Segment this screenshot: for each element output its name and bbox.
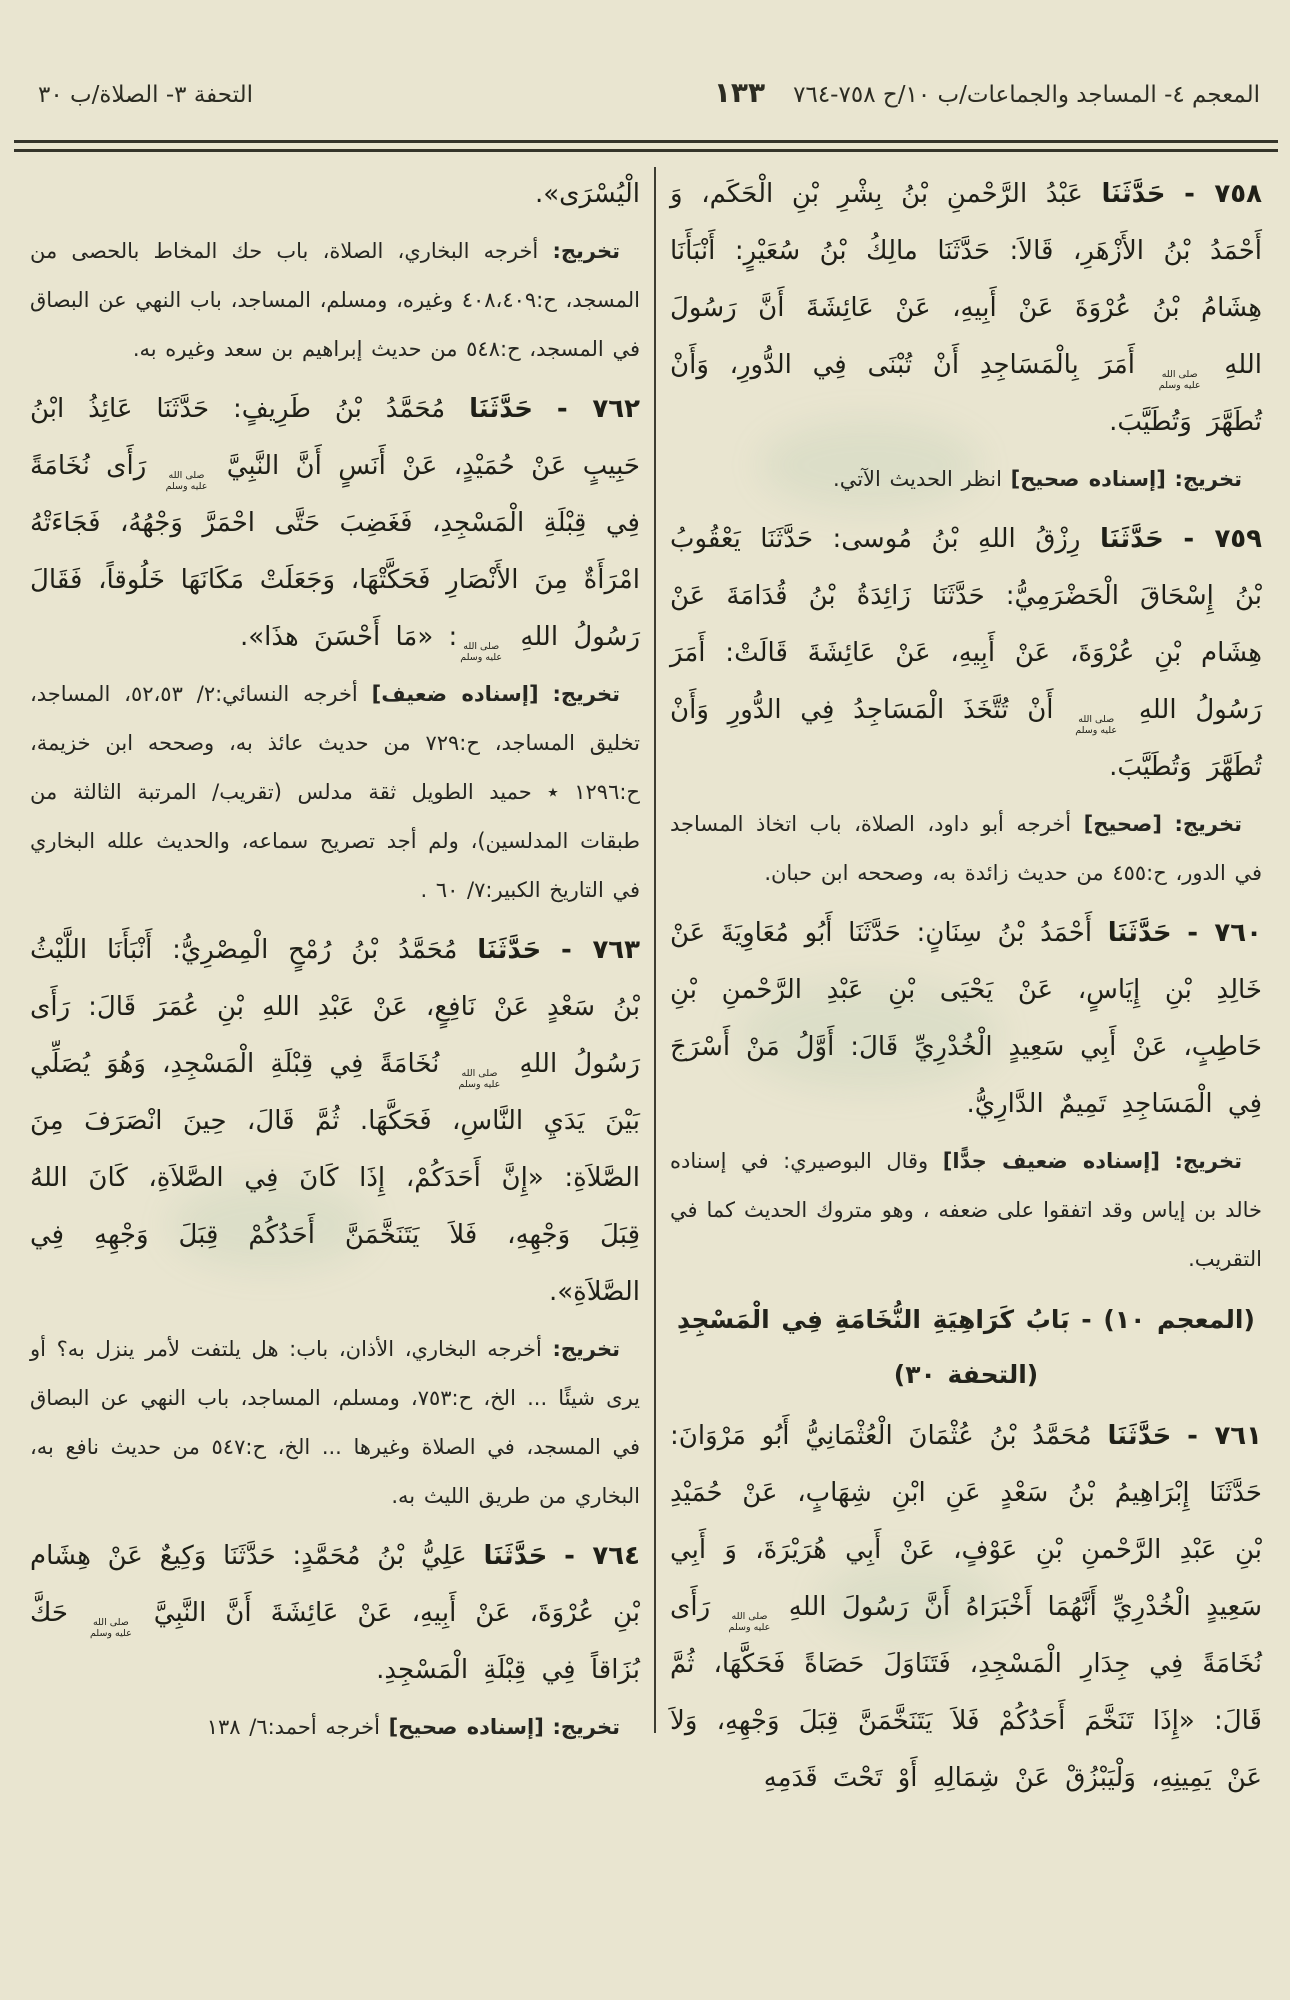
takhrij-761 xyxy=(30,227,640,374)
takhrij-text: أخرجه أحمد:٦/ ١٣٨ xyxy=(206,1715,380,1739)
hadith-762 xyxy=(30,381,640,666)
hadith-number: ٧٦١ - xyxy=(1187,1421,1263,1451)
hadith-opener: حَدَّثَنَا xyxy=(1101,179,1166,209)
header-right-title: المعجم ٤- المساجد والجماعات/ب ١٠/ح ٧٥٨-٧٦٤ xyxy=(793,82,1260,108)
hadith-760 xyxy=(670,905,1262,1133)
hadith-764 xyxy=(30,1528,640,1699)
takhrij-label: تخريج: xyxy=(1174,1149,1243,1173)
hadith-text: عَلِيُّ بْنُ مُحَمَّدٍ: حَدَّثَنَا وَكِيعٌ عَنْ هِشَام بْنِ عُرْوَةَ، عَنْ أَبِيهِ، عَنْ عَائِشَةَ أَنَّ النَّبِيَّ صلى الله عليه وسلم حَكَّ بُزَاقاً فِي قِبْلَةِ الْمَسْجِدِ. xyxy=(30,1541,641,1685)
hadith-763 xyxy=(30,922,640,1321)
takhrij-text: وقال البوصيري: في إسناده خالد بن إياس وقد اتفقوا على ضعفه ، وهو متروك الحديث كما في التقريب. xyxy=(670,1149,1262,1271)
header-left-title: التحفة ٣- الصلاة/ب ٣٠ xyxy=(38,82,253,108)
page-number: ١٣٣ xyxy=(713,76,766,109)
takhrij-label: تخريج: xyxy=(552,1337,620,1361)
hadith-number: ٧٥٩ - xyxy=(1183,524,1263,554)
takhrij-text: أخرجه أبو داود، الصلاة، باب اتخاذ المساجد في الدور، ح:٤٥٥ من حديث زائدة به، وصححه ابن حبان. xyxy=(670,812,1262,885)
hadith-number: ٧٦٠ - xyxy=(1187,918,1263,948)
takhrij-760 xyxy=(670,1137,1262,1284)
takhrij-grade: [إسناده صحيح] xyxy=(388,1715,544,1739)
takhrij-text: أخرجه البخاري، الأذان، باب: هل يلتفت لأمر ينزل به؟ أو يرى شيئًا ... الخ، ح:٧٥٣، ومسلم، المساجد، باب النهي عن البصاق في المسجد، في الصلاة وغيرها ... الخ، ح:٥٤٧ من حديث نافع به، البخاري من طريق الليث به. xyxy=(30,1337,641,1508)
salawat-mark: صلى الله عليه وسلم xyxy=(728,1611,771,1633)
hadith-text: مُحَمَّدُ بْنُ طَرِيفٍ: حَدَّثَنَا عَائِذُ ابْنُ حَبِيبٍ عَنْ حُمَيْدٍ، عَنْ أَنَسٍ أَنَّ النَّبِيَّ صلى الله عليه وسلم رَأَى نُخَامَةً فِي قِبْلَةِ الْمَسْجِدِ، فَغَضِبَ حَتَّى احْمَرَّ وَجْهُهُ، فَجَاءَتْهُ امْرَأَةٌ مِنَ الأَنْصَارِ فَحَكَّتْهَا، وَجَعَلَتْ مَكَانَهَا خَلُوقاً، فَقَالَ رَسُولُ اللهِ صلى الله عليه وسلم : «مَا أَحْسَنَ هذَا». xyxy=(30,394,640,663)
hadith-text: رِزْقُ اللهِ بْنُ مُوسى: حَدَّثَنَا يَعْقُوبُ بْنُ إِسْحَاقَ الْحَضْرَمِيُّ: حَدَّثَنَا زَائِدَةُ بْنُ قُدَامَةَ عَنْ هِشَام بْنِ عُرْوَةَ، عَنْ أَبِيهِ، عَنْ عَائِشَةَ قَالَتْ: أَمَرَ رَسُولُ اللهِ صلى الله عليه وسلم أَنْ تُتَّخَذَ الْمَسَاجِدُ فِي الدُّورِ وَأَنْ تُطَهَّرَ وَتُطَيَّبَ. xyxy=(670,524,1262,782)
takhrij-759 xyxy=(670,800,1262,898)
hadith-opener: حَدَّثَنَا xyxy=(483,1541,548,1571)
hadith-opener: حَدَّثَنَا xyxy=(1099,524,1164,554)
column-right xyxy=(670,166,1262,1811)
takhrij-grade: [إسناده ضعيف جدًّا] xyxy=(942,1149,1160,1173)
takhrij-label: تخريج: xyxy=(1174,467,1242,491)
hadith-text: مُحَمَّدُ بْنُ عُثْمَانَ الْعُثْمَانِيُّ أَبُو مَرْوَانَ: حَدَّثَنَا إِبْرَاهِيمُ بْنُ سَعْدٍ عَنِ ابْنِ شِهَابٍ، عَنْ حُمَيْدِ بْنِ عَبْدِ الرَّحْمنِ بْنِ عَوْفٍ، عَنْ أَبِي هُرَيْرَةَ، وَ أَبِي سَعِيدٍ الْخُدْرِيِّ أَنَّهُمَا أَخْبَرَاهُ أَنَّ رَسُولَ اللهِ صلى الله عليه وسلم رَأَى نُخَامَةً فِي جِدَارِ الْمَسْجِدِ، فَتَنَاوَلَ حَصَاةً فَحَكَّهَا، ثُمَّ قَالَ: «إِذَا تَنَخَّمَ أَحَدُكُمْ فَلاَ يَتَنَخَّمَنَّ قِبَلَ وَجْهِهِ، وَلاَ عَنْ يَمِينِهِ، وَلْيَبْزُقْ عَنْ شِمَالِهِ أَوْ تَحْتَ قَدَمِهِ xyxy=(670,1421,1262,1793)
takhrij-763 xyxy=(30,1325,640,1521)
takhrij-text: أخرجه النسائي:٢/ ٥٢،٥٣، المساجد، تخليق المساجد، ح:٧٢٩ من حديث عائذ به، وصححه ابن خزيمة، ح:١٢٩٦ ٭ حميد الطويل ثقة مدلس (تقريب/ المرتبة الثالثة من طبقات المدلسين)، ولم أجد تصريح سماعه، والحديث علله البخاري في التاريخ الكبير:٧/ ٦٠ . xyxy=(30,682,640,902)
hadith-opener: حَدَّثَنَا xyxy=(1107,1421,1172,1451)
header-double-rule xyxy=(14,140,1278,152)
takhrij-grade: [صحيح] xyxy=(1083,812,1162,836)
takhrij-label: تخريج: xyxy=(552,239,620,263)
takhrij-label: تخريج: xyxy=(552,1715,620,1739)
hadith-text: أَحْمَدُ بْنُ سِنَانٍ: حَدَّثَنَا أَبُو مُعَاوِيَةَ عَنْ خَالِدِ بْنِ إِيَاسٍ، عَنْ يَحْيَى بْنِ عَبْدِ الرَّحْمنِ بْنِ حَاطِبٍ، عَنْ أَبِي سَعِيدٍ الْخُدْرِيِّ قَالَ: أَوَّلُ مَنْ أَسْرَجَ فِي الْمَسَاجِدِ تَمِيمٌ الدَّارِيُّ. xyxy=(670,918,1262,1119)
salawat-mark: صلى الله عليه وسلم xyxy=(458,1068,501,1090)
hadith-758 xyxy=(670,166,1262,451)
hadith-number: ٧٦٣ - xyxy=(561,935,641,965)
hadith-number: ٧٥٨ - xyxy=(1184,179,1263,209)
takhrij-text: انظر الحديث الآتي. xyxy=(833,467,1002,491)
takhrij-762 xyxy=(30,670,640,915)
hadith-759 xyxy=(670,511,1262,796)
hadith-number: ٧٦٤ - xyxy=(564,1541,641,1571)
hadith-761-continuation: الْيُسْرَى». xyxy=(534,179,640,209)
hadith-text: مُحَمَّدُ بْنُ رُمْحٍ الْمِصْرِيُّ: أَنْبَأَنَا اللَّيْثُ بْنُ سَعْدٍ عَنْ نَافِعٍ، عَنْ عَبْدِ اللهِ بْنِ عُمَرَ قَالَ: رَأَى رَسُولُ اللهِ صلى الله عليه وسلم نُخَامَةً فِي قِبْلَةِ الْمَسْجِدِ، وَهُوَ يُصَلِّي بَيْنَ يَدَيِ النَّاسِ، فَحَكَّهَا. ثُمَّ قَالَ، حِينَ انْصَرَفَ مِنَ الصَّلاَةِ: «إِنَّ أَحَدَكُمْ، إِذَا كَانَ فِي الصَّلاَةِ، كَانَ اللهُ قِبَلَ وَجْهِهِ، فَلاَ يَتَنَخَّمَنَّ أَحَدُكُمْ قِبَلَ وَجْهِهِ فِي الصَّلاَةِ». xyxy=(30,935,640,1307)
hadith-text: عَبْدُ الرَّحْمنِ بْنُ بِشْرِ بْنِ الْحَكَم، وَ أَحْمَدُ بْنُ الأَزْهَرِ، قَالاَ: حَدَّثَنَا مالِكُ بْنُ سُعَيْرٍ: أَنْبَأَنَا هِشَامُ بْنُ عُرْوَةَ عَنْ أَبِيهِ، عَنْ عَائِشَةَ أَنَّ رَسُولَ اللهِ صلى الله عليه وسلم أَمَرَ بِالْمَسَاجِدِ أَنْ تُبْنَى فِي الدُّورِ، وَأَنْ تُطَهَّرَ وَتُطَيَّبَ. xyxy=(670,179,1262,437)
takhrij-text: أخرجه البخاري، الصلاة، باب حك المخاط بالحصى من المسجد، ح:٤٠٨،٤٠٩ وغيره، ومسلم، المساجد، باب النهي عن البصاق في المسجد، ح:٥٤٨ من حديث إبراهيم بن سعد وغيره به. xyxy=(30,239,640,361)
hadith-number: ٧٦٢ - xyxy=(556,394,640,424)
takhrij-grade: [إسناده ضعيف] xyxy=(371,682,539,706)
chapter-heading: (المعجم ١٠) - بَابُ كَرَاهِيَةِ النُّخَامَةِ فِي الْمَسْجِدِ (التحفة ٣٠) xyxy=(677,1305,1255,1389)
header-right xyxy=(714,76,1260,109)
hadith-761 xyxy=(670,1408,1262,1807)
salawat-mark: صلى الله عليه وسلم xyxy=(165,470,208,492)
salawat-mark: صلى الله عليه وسلم xyxy=(89,1617,132,1639)
column-left xyxy=(30,166,640,1759)
column-divider xyxy=(654,167,656,1733)
takhrij-label: تخريج: xyxy=(552,682,620,706)
takhrij-764 xyxy=(30,1703,640,1752)
hadith-opener: حَدَّثَنَا xyxy=(469,394,533,424)
salawat-mark: صلى الله عليه وسلم xyxy=(1075,714,1118,736)
page-header xyxy=(38,76,1260,109)
salawat-mark: صلى الله عليه وسلم xyxy=(460,641,503,663)
hadith-opener: حَدَّثَنَا xyxy=(1107,918,1172,948)
takhrij-label: تخريج: xyxy=(1174,812,1242,836)
takhrij-grade: [إسناده صحيح] xyxy=(1010,467,1166,491)
salawat-mark: صلى الله عليه وسلم xyxy=(1158,369,1201,391)
takhrij-758 xyxy=(670,455,1262,504)
hadith-opener: حَدَّثَنَا xyxy=(477,935,542,965)
